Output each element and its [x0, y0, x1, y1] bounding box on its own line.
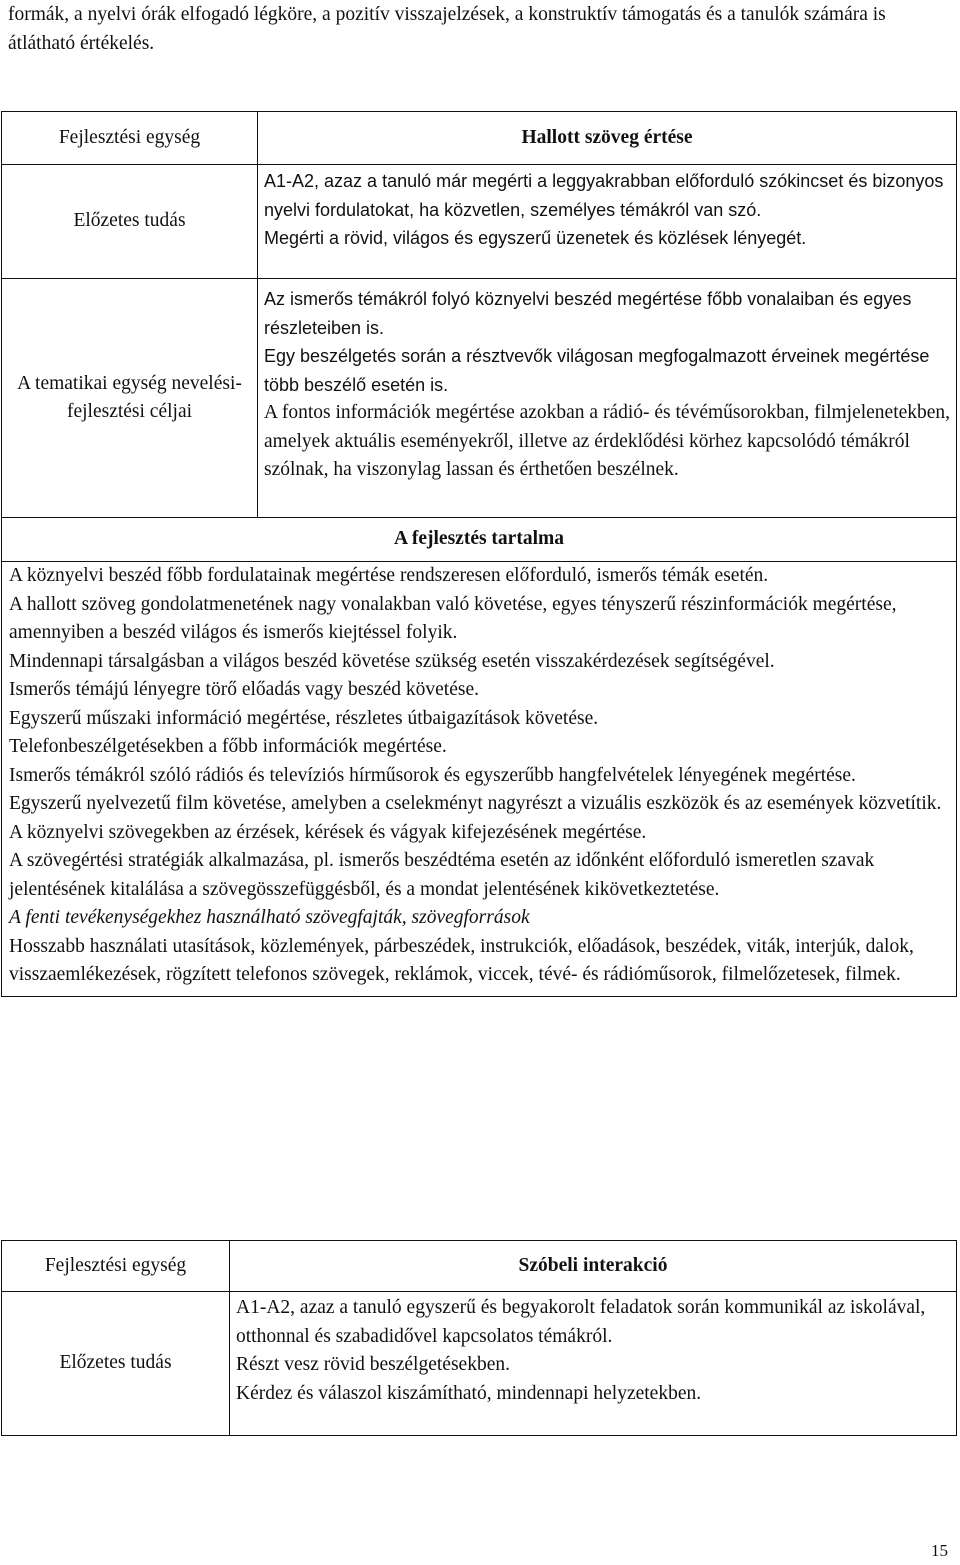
table-row	[2, 518, 957, 562]
list-item: Egyszerű nyelvezetű film követése, amelyben a cselekményt nagyrészt a vizuális eszközök és az események közvetítik.	[9, 793, 942, 814]
sources-title: A fenti tevékenységekhez használható szövegfajták, szövegforrások	[9, 907, 530, 928]
list-item: Részt vesz rövid beszélgetésekben.	[236, 1354, 510, 1375]
table-row	[2, 1292, 957, 1436]
content-cell	[2, 562, 957, 997]
list-item: Mindennapi társalgásban a világos beszéd követése szükség esetén visszakérdezések segítségével.	[9, 650, 775, 672]
list-item: Ismerős témákról szóló rádiós és televíziós hírműsorok és egyszerűbb hangfelvételek lényegének megértése.	[9, 764, 856, 786]
content-title: A fejlesztés tartalma	[2, 518, 957, 562]
table-row	[2, 562, 957, 997]
list-item: A szövegértési stratégiák alkalmazása, pl. ismerős beszédtéma esetén az időnként előforduló ismeretlen szavak jelentésének kitalálása a szövegösszefüggésből, és a mondat jelentésének kikövetkeztetése.	[9, 850, 875, 900]
prior-knowledge-label: Előzetes tudás	[2, 165, 258, 279]
list-item: A fontos információk megértése azokban a rádió- és tévéműsorokban, filmjelenetekben, amelyek aktuális eseményekről, illetve az érdeklődési körhez kapcsolódó témákról szólnak, ha viszonylag lassan és érthetően beszélnek.	[264, 402, 951, 480]
prior-knowledge-cell	[258, 165, 957, 279]
interaction-table	[1, 1240, 957, 1436]
table-row	[2, 165, 957, 279]
list-item: A köznyelvi beszéd főbb fordulatainak megértése rendszeresen előforduló, ismerős témák esetén.	[9, 565, 769, 586]
unit-title: Hallott szöveg értése	[258, 112, 957, 165]
list-item: A hallott szöveg gondolatmenetének nagy vonalakban való követése, egyes tényszerű részinformációk megértése, amennyiben a beszéd világos és ismerős kiejtéssel folyik.	[9, 593, 897, 643]
prior-knowledge-cell	[230, 1292, 957, 1436]
list-item: Ismerős témájú lényegre törő előadás vagy beszéd követése.	[9, 679, 479, 700]
unit-label: Fejlesztési egység	[2, 112, 258, 165]
list-item: A1-A2, azaz a tanuló egyszerű és begyakorolt feladatok során kommunikál az iskolával, otthonnal és szabadidővel kapcsolatos témákról.	[236, 1297, 926, 1347]
intro-paragraph: formák, a nyelvi órák elfogadó légköre, a pozitív visszajelzések, a konstruktív támogatás és a tanulók számára is átlátható értékelés.	[8, 4, 886, 54]
table-row	[2, 279, 957, 518]
list-item: Megérti a rövid, világos és egyszerű üzenetek és közlések lényegét.	[264, 228, 807, 248]
listening-table	[1, 111, 957, 997]
unit-title: Szóbeli interakció	[230, 1241, 957, 1292]
prior-knowledge-label: Előzetes tudás	[2, 1292, 230, 1436]
table-row	[2, 1241, 957, 1292]
list-item: Kérdez és válaszol kiszámítható, mindennapi helyzetekben.	[236, 1382, 702, 1404]
goals-label: A tematikai egység nevelési-fejlesztési céljai	[2, 279, 258, 518]
page-number: 15	[931, 1541, 948, 1560]
list-item: Egyszerű műszaki információ megértése, részletes útbaigazítások követése.	[9, 707, 599, 729]
sources-text: Hosszabb használati utasítások, közlemények, párbeszédek, instrukciók, előadások, beszédek, viták, interjúk, dalok, visszaemlékezések, rögzített telefonos szövegek, reklámok, viccek, tévé- és rádióműsorok, filmelőzetesek, filmek.	[9, 935, 914, 985]
list-item: A1-A2, azaz a tanuló már megérti a leggyakrabban előforduló szókincset és bizonyos nyelvi fordulatokat, ha közvetlen, személyes témákról van szó.	[264, 171, 944, 220]
list-item: A köznyelvi szövegekben az érzések, kérések és vágyak kifejezésének megértése.	[9, 821, 647, 843]
goals-cell	[258, 279, 957, 518]
table-row	[2, 112, 957, 165]
list-item: Az ismerős témákról folyó köznyelvi beszéd megértése főbb vonalaiban és egyes részleteiben is.	[264, 289, 912, 338]
list-item: Egy beszélgetés során a résztvevők világosan megfogalmazott érveinek megértése több beszélő esetén is.	[264, 346, 930, 395]
unit-label: Fejlesztési egység	[2, 1241, 230, 1292]
list-item: Telefonbeszélgetésekben a főbb információk megértése.	[9, 736, 447, 757]
